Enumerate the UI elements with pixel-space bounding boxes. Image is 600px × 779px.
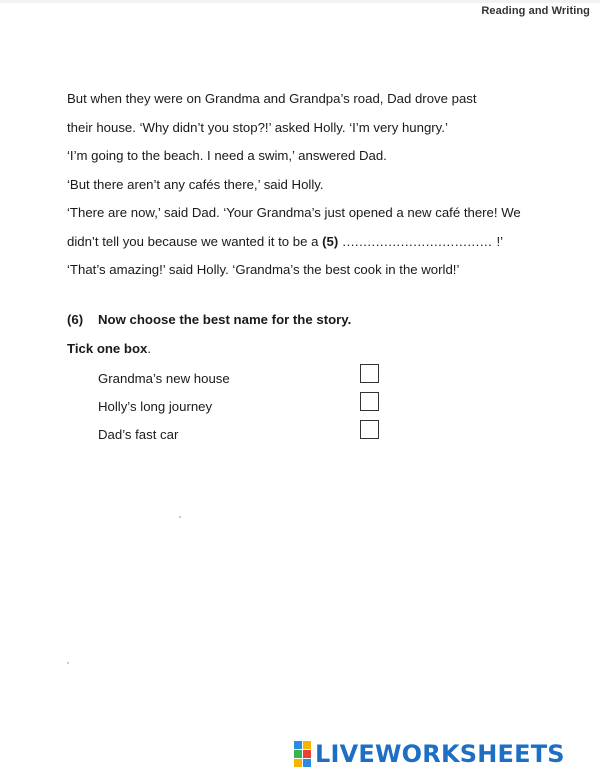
tick-box-dads-fast-car[interactable] <box>360 420 379 439</box>
blank-number: (5) <box>322 233 339 249</box>
question-number: (6) <box>67 312 84 327</box>
story-line: ‘But there aren’t any cafés there,’ said Holly. <box>67 176 324 192</box>
answer-blank-5[interactable]: .................................... <box>338 233 497 249</box>
option-label: Holly’s long journey <box>98 399 213 414</box>
instruction-rest: . <box>147 341 152 356</box>
question-6 <box>67 312 351 327</box>
tick-box-grandmas-new-house[interactable] <box>360 364 379 383</box>
logo-mark-icon <box>294 741 312 767</box>
story-line: their house. ‘Why didn’t you stop?!’ asked Holly. ‘I’m very hungry.’ <box>67 119 448 135</box>
tick-box-hollys-long-journey[interactable] <box>360 392 379 411</box>
scan-speck <box>67 662 69 664</box>
option-label: Dad’s fast car <box>98 427 179 442</box>
story-line-with-blank <box>67 231 567 260</box>
answer-options <box>98 362 398 446</box>
logo-text: LIVEWORKSHEETS <box>315 740 565 768</box>
instruction <box>67 341 151 356</box>
scan-speck <box>179 516 181 518</box>
instruction-bold: Tick one box <box>67 341 148 356</box>
story-passage <box>67 88 567 288</box>
top-rule <box>0 0 600 3</box>
blank-line-before: didn’t tell you because we wanted it to be a <box>67 233 323 249</box>
story-line: ‘There are now,’ said Dad. ‘Your Grandma’s just opened a new café there! We <box>67 205 521 220</box>
story-line: ‘I’m going to the beach. I need a swim,’ answered Dad. <box>67 148 387 163</box>
option-row <box>98 362 398 390</box>
option-row <box>98 390 398 418</box>
question-text: Now choose the best name for the story. <box>98 312 352 327</box>
option-label: Grandma’s new house <box>98 371 230 386</box>
section-header: Reading and Writing <box>481 5 590 17</box>
liveworksheets-logo <box>294 740 565 768</box>
blank-line-after: !’ <box>496 233 504 249</box>
story-line: But when they were on Grandma and Grandpa’s road, Dad drove past <box>67 91 477 106</box>
option-row <box>98 418 398 446</box>
story-line: ‘That’s amazing!’ said Holly. ‘Grandma’s the best cook in the world!’ <box>67 262 460 277</box>
